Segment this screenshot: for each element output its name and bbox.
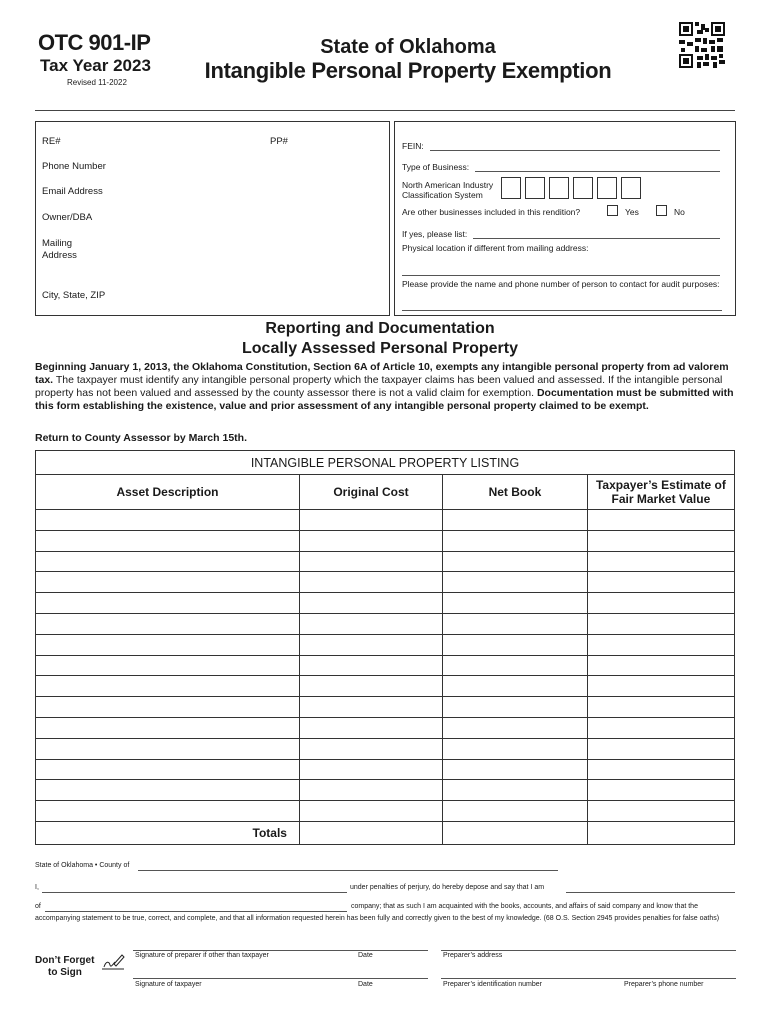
yes-label: Yes [625, 207, 639, 217]
table-row [36, 593, 735, 614]
table-row [36, 530, 735, 551]
dont-forget-text: Don’t Forget [35, 955, 95, 966]
preparer-id-field[interactable] [441, 978, 736, 979]
naics-digit-box[interactable] [549, 177, 569, 199]
pen-sign-icon [100, 952, 126, 972]
table-cell[interactable] [299, 510, 442, 531]
table-cell[interactable] [299, 801, 442, 822]
county-label: State of Oklahoma • County of [35, 862, 130, 869]
table-cell[interactable] [443, 551, 588, 572]
table-row [36, 717, 735, 738]
table-row [36, 801, 735, 822]
col-fmv-line2: Fair Market Value [611, 492, 711, 506]
table-cell[interactable] [443, 572, 588, 593]
preparer-id-label: Preparer’s identification number [443, 981, 542, 988]
no-label: No [674, 207, 685, 217]
business-type-field[interactable] [475, 171, 720, 172]
state-title: State of Oklahoma [320, 36, 496, 58]
table-row [36, 551, 735, 572]
table-cell[interactable] [36, 613, 300, 634]
instructions-paragraph [35, 361, 735, 413]
totals-cell[interactable] [299, 821, 442, 844]
table-cell[interactable] [587, 634, 734, 655]
county-field[interactable] [138, 870, 558, 871]
table-cell[interactable] [299, 676, 442, 697]
re-label: RE# [42, 136, 61, 147]
naics-digit-box[interactable] [597, 177, 617, 199]
table-row [36, 676, 735, 697]
instructions-bold-2: Documentation must be submitted with this form establishing the existence, value and prior assessment of any intangible personal property claimed to be exempt. [35, 387, 734, 412]
table-row [36, 759, 735, 780]
naics-digit-box[interactable] [525, 177, 545, 199]
if-yes-label: If yes, please list: [402, 229, 468, 239]
table-cell[interactable] [299, 530, 442, 551]
to-sign-text: to Sign [48, 967, 82, 978]
totals-cell[interactable] [587, 821, 734, 844]
if-yes-field[interactable] [473, 238, 720, 239]
preparer-signature-field[interactable] [133, 950, 428, 951]
table-cell[interactable] [443, 717, 588, 738]
table-cell[interactable] [587, 697, 734, 718]
email-label: Email Address [42, 186, 103, 197]
table-cell[interactable] [36, 676, 300, 697]
table-cell[interactable] [299, 655, 442, 676]
city-label: City, State, ZIP [42, 290, 106, 301]
of-label: of [35, 903, 41, 910]
col-asset-description: Asset Description [36, 475, 300, 510]
naics-label-1: North American Industry [402, 180, 494, 190]
naics-digit-box[interactable] [573, 177, 593, 199]
table-cell[interactable] [299, 780, 442, 801]
table-cell[interactable] [299, 738, 442, 759]
totals-cell[interactable] [443, 821, 588, 844]
table-cell[interactable] [587, 510, 734, 531]
table-cell[interactable] [587, 655, 734, 676]
instructions-bold-1: Beginning January 1, 2013, the Oklahoma Constitution, Section 6A of Article 10, exempts any intangible personal property from ad valorem tax. [35, 361, 729, 386]
table-cell[interactable] [587, 738, 734, 759]
table-cell[interactable] [443, 530, 588, 551]
business-info-box [394, 121, 736, 316]
form-id: OTC 901-IP [38, 30, 151, 55]
penalties-text: under penalties of perjury, do hereby depose and say that I am [350, 884, 545, 891]
table-cell[interactable] [299, 759, 442, 780]
no-checkbox[interactable] [656, 205, 667, 216]
table-cell[interactable] [36, 530, 300, 551]
date-label-1: Date [358, 952, 373, 959]
taxpayer-signature-label: Signature of taxpayer [135, 981, 202, 988]
section-title-2: Locally Assessed Personal Property [242, 340, 518, 357]
other-business-label: Are other businesses included in this rendition? [402, 207, 581, 217]
col-fmv-line1: Taxpayer’s Estimate of [595, 478, 726, 492]
table-cell[interactable] [443, 655, 588, 676]
table-cell[interactable] [443, 510, 588, 531]
naics-digit-box[interactable] [621, 177, 641, 199]
taxpayer-signature-field[interactable] [133, 978, 428, 979]
name-field[interactable] [42, 892, 347, 893]
physical-location-field[interactable] [402, 275, 720, 276]
table-cell[interactable] [36, 801, 300, 822]
naics-label-2: Classification System [402, 190, 483, 200]
table-row [36, 697, 735, 718]
property-listing-table [35, 474, 735, 845]
table-cell[interactable] [299, 697, 442, 718]
preparer-address-field[interactable] [441, 950, 736, 951]
i-label: I, [35, 884, 39, 891]
table-cell[interactable] [443, 738, 588, 759]
revised-date: Revised 11-2022 [67, 78, 127, 87]
table-cell[interactable] [36, 717, 300, 738]
table-cell[interactable] [587, 780, 734, 801]
table-row [36, 738, 735, 759]
table-row [36, 572, 735, 593]
table-cell[interactable] [443, 759, 588, 780]
company-field[interactable] [45, 911, 347, 912]
table-cell[interactable] [36, 510, 300, 531]
preparer-phone-label: Preparer’s phone number [624, 981, 704, 988]
yes-checkbox[interactable] [607, 205, 618, 216]
listing-title-bar [35, 450, 735, 475]
title-field[interactable] [566, 892, 735, 893]
owner-label: Owner/DBA [42, 212, 93, 223]
table-cell[interactable] [36, 634, 300, 655]
table-cell[interactable] [587, 759, 734, 780]
table-cell[interactable] [443, 780, 588, 801]
section-title-1: Reporting and Documentation [265, 320, 495, 337]
date-label-2: Date [358, 981, 373, 988]
table-row [36, 510, 735, 531]
table-cell[interactable] [587, 593, 734, 614]
table-cell[interactable] [36, 593, 300, 614]
table-cell[interactable] [587, 530, 734, 551]
table-cell[interactable] [299, 613, 442, 634]
address-label: Address [42, 250, 77, 261]
fein-label: FEIN: [402, 141, 424, 151]
table-cell[interactable] [299, 593, 442, 614]
physical-location-label: Physical location if different from mailing address: [402, 243, 589, 253]
table-cell[interactable] [587, 717, 734, 738]
table-cell[interactable] [443, 593, 588, 614]
table-cell[interactable] [299, 551, 442, 572]
totals-row [36, 821, 735, 844]
return-deadline: Return to County Assessor by March 15th. [35, 432, 247, 444]
table-cell[interactable] [36, 738, 300, 759]
fein-field[interactable] [430, 150, 720, 151]
table-cell[interactable] [36, 551, 300, 572]
table-cell[interactable] [587, 676, 734, 697]
tax-year: Tax Year 2023 [40, 56, 151, 75]
col-original-cost: Original Cost [299, 475, 442, 510]
taxpayer-info-box [35, 121, 390, 316]
table-row [36, 655, 735, 676]
table-cell[interactable] [443, 801, 588, 822]
table-row [36, 634, 735, 655]
instructions-text: The taxpayer must identify any intangible personal property which the taxpayer claims has been valued and assessed. If the intangible personal property has not been valued and assessed by the county assessor there is not a valid claim for exemption. [35, 374, 723, 399]
mailing-label: Mailing [42, 238, 73, 249]
table-cell[interactable] [443, 676, 588, 697]
business-type-label: Type of Business: [402, 162, 470, 172]
col-fair-market-value [587, 475, 734, 510]
page-title: Intangible Personal Property Exemption [204, 58, 612, 83]
table-cell[interactable] [36, 697, 300, 718]
totals-label: Totals [36, 821, 300, 844]
preparer-signature-label: Signature of preparer if other than taxpayer [135, 952, 269, 959]
pp-label: PP# [270, 136, 288, 147]
contact-field[interactable] [402, 310, 722, 311]
qr-code-icon [679, 22, 725, 68]
table-cell[interactable] [299, 717, 442, 738]
table-cell[interactable] [443, 697, 588, 718]
table-cell[interactable] [443, 613, 588, 634]
table-cell[interactable] [587, 613, 734, 634]
preparer-address-label: Preparer’s address [443, 952, 503, 959]
header-divider [35, 110, 735, 111]
phone-label: Phone Number [42, 161, 106, 172]
table-cell[interactable] [36, 572, 300, 593]
naics-digit-box[interactable] [501, 177, 521, 199]
table-cell[interactable] [36, 655, 300, 676]
table-cell[interactable] [587, 801, 734, 822]
table-row [36, 780, 735, 801]
table-cell[interactable] [587, 551, 734, 572]
table-cell[interactable] [36, 759, 300, 780]
table-cell[interactable] [299, 634, 442, 655]
company-text: company; that as such I am acquainted with the books, accounts, and affairs of said company and know that the [351, 903, 698, 910]
contact-label: Please provide the name and phone number of person to contact for audit purposes: [402, 279, 720, 289]
table-cell[interactable] [443, 634, 588, 655]
statement-text: accompanying statement to be true, correct, and complete, and that all information requested herein has been fully and correctly given to the best of my knowledge. (68 O.S. Section 2945 provides penalties for false oaths) [35, 915, 720, 922]
table-cell[interactable] [36, 780, 300, 801]
table-cell[interactable] [587, 572, 734, 593]
listing-title: INTANGIBLE PERSONAL PROPERTY LISTING [250, 456, 520, 470]
table-row [36, 613, 735, 634]
table-cell[interactable] [299, 572, 442, 593]
col-net-book: Net Book [443, 475, 588, 510]
